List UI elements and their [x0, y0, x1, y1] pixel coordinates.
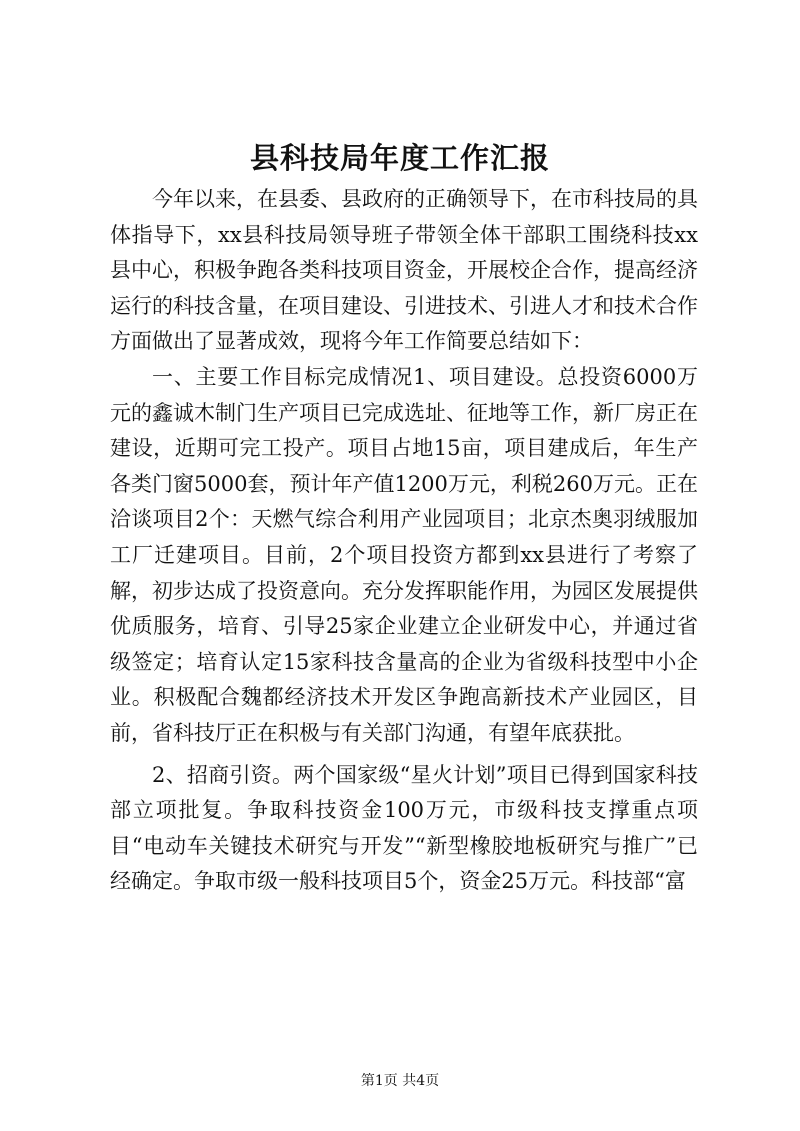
- paragraph-investment: 2、招商引资。两个国家级“星火计划”项目已得到国家科技部立项批复。争取科技资金100万元，市级科技支撑重点项目“电动车关键技术研究与开发”“新型橡胶地板研究与推广”已经确定。争取市级一般科技项目5个，资金25万元。科技部“富: [110, 762, 698, 894]
- document-title: 县科技局年度工作汇报: [249, 141, 550, 175]
- paragraph-project-construction: 一、主要工作目标完成情况1、项目建设。总投资6000万元的鑫诚木制门生产项目已完成选址、征地等工作，新厂房正在建设，近期可完工投产。项目占地15亩，项目建成后，年生产各类门窗5000套，预计年产值1200万元，利税260万元。正在洽谈项目2个：天燃气综合利用产业园项目；北京杰奥羽绒服加工厂迁建项目。目前，2个项目投资方都到xx县进行了考察了解，初步达成了投资意向。充分发挥职能作用，为园区发展提供优质服务，培育、引导25家企业建立企业研发中心，并通过省级签定；培育认定15家科技含量高的企业为省级科技型中小企业。积极配合魏都经济技术开发区争跑高新技术产业园区，目前，省科技厅正在积极与有关部门沟通，有望年底获批。: [110, 364, 698, 745]
- page-number: 第1页 共4页: [360, 1073, 440, 1089]
- paragraph-intro: 今年以来，在县委、县政府的正确领导下，在市科技局的具体指导下，xx县科技局领导班子带领全体干部职工围绕科技xx县中心，积极争跑各类科技项目资金，开展校企合作，提高经济运行的科技含量，在项目建设、引进技术、引进人才和技术合作方面做出了显著成效，现将今年工作简要总结如下：: [110, 187, 698, 354]
- document-body: [110, 182, 698, 900]
